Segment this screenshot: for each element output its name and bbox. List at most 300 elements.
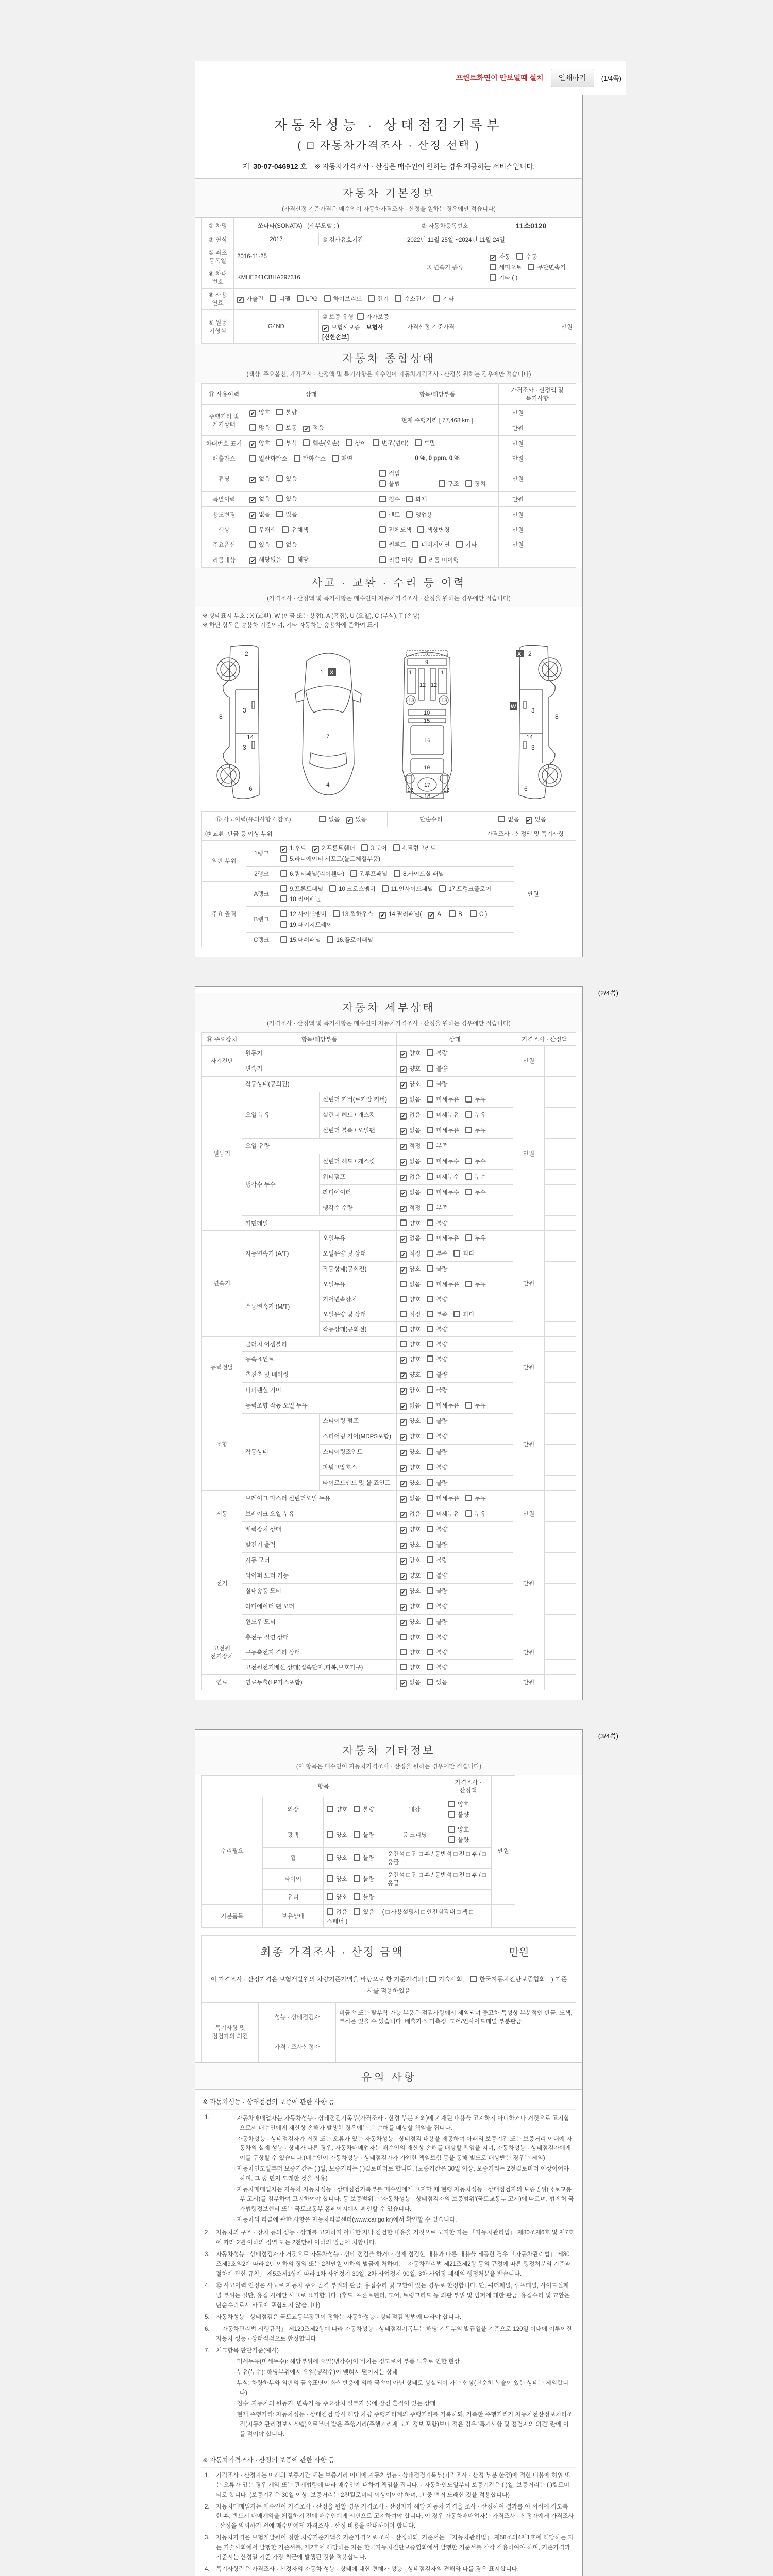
checkbox[interactable] xyxy=(427,1049,433,1056)
checkbox[interactable] xyxy=(249,526,256,533)
option: 17.트렁크플로어 xyxy=(439,885,491,893)
table-row: 용도변경 ✔ 없음 있음 렌트 영업용 만원 xyxy=(202,507,576,522)
table-row: 실린더 블록 / 오일팬 ✔ 없음 미세누유 누유 xyxy=(202,1123,576,1138)
checkbox[interactable] xyxy=(427,1556,433,1563)
checkbox[interactable] xyxy=(427,1479,433,1486)
checkbox[interactable] xyxy=(427,1510,433,1517)
checkbox[interactable]: ✔ xyxy=(313,846,318,853)
checkbox[interactable] xyxy=(427,1111,433,1118)
checkbox[interactable]: ✔ xyxy=(401,1082,406,1089)
checkbox[interactable] xyxy=(379,480,386,487)
checkbox[interactable] xyxy=(400,1281,407,1287)
table-row: 스티어링조인트 ✔ 양호 불량 xyxy=(202,1444,576,1460)
fuel-options xyxy=(234,289,576,310)
checkbox[interactable] xyxy=(393,844,400,851)
checkbox[interactable]: ✔ xyxy=(401,1604,406,1611)
checkbox[interactable] xyxy=(276,495,283,502)
option: 양호 xyxy=(400,1219,421,1227)
checkbox[interactable] xyxy=(427,1433,433,1439)
option: 불량 xyxy=(427,1340,447,1348)
checkbox[interactable] xyxy=(395,295,401,302)
checkbox[interactable] xyxy=(327,1831,333,1838)
checkbox[interactable] xyxy=(400,1311,407,1317)
checkbox[interactable] xyxy=(276,424,283,431)
checkbox[interactable] xyxy=(427,1464,433,1470)
option: 미세누유 xyxy=(427,1494,459,1502)
checkbox[interactable] xyxy=(465,1495,472,1501)
checkbox[interactable] xyxy=(276,409,283,415)
checkbox[interactable] xyxy=(465,1402,472,1409)
checkbox[interactable]: ✔ xyxy=(401,1066,406,1073)
checkbox[interactable] xyxy=(280,921,287,928)
checkbox[interactable] xyxy=(427,1080,433,1087)
checkbox[interactable] xyxy=(427,1250,433,1257)
checkbox[interactable] xyxy=(427,1402,433,1409)
option: ✔ 양호 xyxy=(401,1387,421,1395)
option: 매연 xyxy=(332,454,352,463)
checkbox[interactable]: ✔ xyxy=(347,817,352,824)
checkbox[interactable] xyxy=(453,1250,460,1257)
checkbox[interactable] xyxy=(427,1526,433,1532)
fender-replaced-mark: X xyxy=(517,651,521,657)
option: 7.루프패널 xyxy=(350,870,388,878)
checkbox[interactable]: ✔ xyxy=(281,846,287,853)
checkbox[interactable]: ✔ xyxy=(401,1267,406,1274)
svg-text:3: 3 xyxy=(531,743,535,751)
checkbox[interactable]: ✔ xyxy=(401,1113,406,1120)
checkbox[interactable]: ✔ xyxy=(401,1128,406,1135)
option: 불량 xyxy=(427,1064,447,1073)
checkbox[interactable] xyxy=(288,556,294,563)
checkbox[interactable] xyxy=(400,1296,407,1302)
checkbox[interactable]: ✔ xyxy=(401,1357,406,1364)
checkbox[interactable] xyxy=(400,1219,407,1226)
checkbox[interactable] xyxy=(528,264,534,270)
table-row: 전기 발전기 출력 ✔ 양호 불량 만원 xyxy=(202,1537,576,1552)
engine-type: G4ND xyxy=(234,310,319,344)
checkbox[interactable] xyxy=(427,1096,433,1103)
checkbox[interactable] xyxy=(427,1634,433,1640)
table-row: 배력장치 상태 ✔ 양호 불량 xyxy=(202,1521,576,1537)
option: 양호 xyxy=(327,1893,347,1901)
checkbox[interactable] xyxy=(427,1142,433,1149)
checkbox[interactable] xyxy=(354,1875,360,1882)
checkbox[interactable] xyxy=(419,556,426,563)
checkbox[interactable]: ✔ xyxy=(491,255,496,261)
checkbox[interactable] xyxy=(332,455,339,462)
checkbox[interactable] xyxy=(327,1875,333,1882)
option: 없음 xyxy=(276,540,297,549)
option: 9.프론트패널 xyxy=(280,885,323,893)
checkbox[interactable] xyxy=(427,1448,433,1455)
option: 과다 xyxy=(453,1310,474,1318)
checkbox[interactable] xyxy=(427,1065,433,1072)
checkbox[interactable] xyxy=(465,1158,472,1164)
checkbox[interactable] xyxy=(427,1649,433,1655)
checkbox[interactable]: ✔ xyxy=(401,1558,406,1565)
option: 8.사이드실 패널 xyxy=(394,870,444,878)
table-row: 디퍼렌셜 기어 ✔ 양호 불량 xyxy=(202,1382,576,1398)
option: ✔ 없음 xyxy=(401,1402,421,1410)
checkbox[interactable] xyxy=(319,816,326,822)
checkbox[interactable] xyxy=(354,1831,360,1838)
checkbox[interactable]: ✔ xyxy=(250,513,256,519)
checkbox[interactable] xyxy=(453,1311,460,1317)
option: 누유 xyxy=(465,1510,486,1518)
checkbox[interactable] xyxy=(406,496,413,502)
option: ✔ 없음 xyxy=(401,1235,421,1243)
checkbox[interactable]: ✔ xyxy=(401,1206,406,1212)
option: 있음 xyxy=(427,1678,447,1686)
table-row: 기본품목 보유상태 없음 있음 ( □ 사용설명서 □ 안전삼각대 □ 잭 □ 스패너 ) xyxy=(202,1904,576,1927)
option: 불량 xyxy=(448,1810,469,1819)
checkbox[interactable]: ✔ xyxy=(238,297,243,303)
checkbox[interactable] xyxy=(516,253,523,260)
checkbox[interactable] xyxy=(379,556,386,563)
checkbox[interactable] xyxy=(294,455,300,462)
print-button[interactable]: 인쇄하기 xyxy=(551,69,594,87)
table-row: 오일유량 및 상태 적정 부족 과다 xyxy=(202,1307,576,1321)
notice-item: 1. ∙ 자동차매매업자는 자동차성능 · 상태점검기록부(가격조사 · 산정 부분 제외)에 기재된 내용을 고지하지 아니하거나 거짓으로 고지함으로써 매수인에게 재산상 손해가 발생한 경우에는 그 손해를 배상할 책임을 집니다. ∙ 자동차성능 · 상태점검자가 거짓 또는 오류가 있는 자동차성능 · 상태점검 내용을 제공하여 아래의 보증기간 또는 보증거리 이내에 자동차의 실제 성능 · 상태가 다른 경우, 자동차매매업자는 매수인의 재산상 손해를 배상할 책임을 지며, 자동차성능 · 상태점검자에게 이를 구상할 수 있습니다.(매수인이 자동차성능 · 상태점검자가 가입한 책임보험 등을 통해 별도로 배상받는 경우는 제외) ∙ 자동차인도일부터 보증기간은 ( )일, 보증거리는 ( )킬로미터로 합니다. (보증기간은 30일 이상, 보증거리는 2천킬로미터 이상이어야 하며, 그 중 먼저 도래한 것을 적용) ∙ 자동차매매업자는 자동차 자동차성능 · 상태점검기록부를 매수인에게 고지할 때 현행 자동차성능 · 상태점검자의 보증범위(국토교통부 고시)를 첨부하여 고지하여야 합니다. 동 보증범위는 '자동차성능 · 상태점검자의 보증범위'(국토교통부 고시)에 따르며, 법제처 국가법령정보센터 또는 국토교통부 홈페이지에서 확인할 수 있습니다. ∙ 자동차의 리콜에 관한 사항은 자동차리콜센터(www.car.go.kr)에서 확인할 수 있습니다. xyxy=(205,2114,574,2224)
car-name-cell: 쏘나타(SONATA) (세부모델 : ) xyxy=(234,218,404,233)
checkbox[interactable] xyxy=(427,1311,433,1317)
checkbox[interactable] xyxy=(448,1836,455,1843)
table-row: 추진축 및 베어링 ✔ 양호 불량 xyxy=(202,1367,576,1382)
checkbox[interactable] xyxy=(427,1158,433,1164)
table-row: 휠 양호 불량 운전석 □ 전 □ 후 / 동반석 □ 전 □ 후 / □ 응급 xyxy=(202,1847,576,1868)
exchange-price-header: 가격조사 · 산정액 및 특기사항 xyxy=(475,827,576,840)
checkbox[interactable]: ✔ xyxy=(401,1372,406,1379)
option: 양호 xyxy=(448,1825,469,1834)
opinion-label: 특기사항 및 점검자의 의견 xyxy=(202,2002,259,2062)
checkbox[interactable] xyxy=(361,844,368,851)
checkbox[interactable] xyxy=(350,870,357,877)
checkbox[interactable]: ✔ xyxy=(401,1175,406,1181)
option: ✔ 적정 xyxy=(401,1250,421,1258)
checkbox[interactable] xyxy=(470,910,477,917)
checkbox[interactable] xyxy=(427,1281,433,1287)
section-comprehensive-note: (색상, 주요옵션, 가격조사 · 산정액 및 특기사항은 매수인이 자동차가격조사 · 산정을 원하는 경우에만 적습니다) xyxy=(246,371,531,378)
table-row: 광택 양호 불량 룸 크리닝 양호불량 xyxy=(202,1822,576,1847)
checkbox[interactable] xyxy=(448,1826,455,1833)
transmission-options xyxy=(486,246,576,289)
checkbox[interactable]: ✔ xyxy=(401,1543,406,1549)
checkbox[interactable] xyxy=(490,264,496,270)
checkbox[interactable]: ✔ xyxy=(401,1097,406,1104)
checkbox[interactable] xyxy=(427,1664,433,1670)
page-1 xyxy=(195,95,583,957)
table-row: 주요 골격 A랭크 9.프론트패널 10.크로스멤버 11.인사이드패널 17.트렁크플로어18.리어패널 xyxy=(202,881,576,906)
option: 없음 xyxy=(498,815,519,823)
checkbox[interactable] xyxy=(417,526,424,533)
checkbox[interactable] xyxy=(280,895,287,902)
checkbox[interactable]: ✔ xyxy=(401,1620,406,1626)
checkbox[interactable] xyxy=(439,480,445,487)
checkbox[interactable] xyxy=(427,1265,433,1272)
checkbox[interactable]: ✔ xyxy=(401,1589,406,1596)
option: 누유 xyxy=(465,1095,486,1104)
table-row: C랭크 15.대쉬패널 16.플로어패널 xyxy=(202,932,576,947)
option: 누유 xyxy=(465,1111,486,1119)
checkbox[interactable] xyxy=(373,439,379,446)
checkbox[interactable] xyxy=(465,1127,472,1133)
table-row: 원동기 작동상태(공회전) ✔ 양호 불량 만원 xyxy=(202,1076,576,1092)
checkbox[interactable] xyxy=(379,470,386,477)
plate-number: 11소0120 xyxy=(486,218,576,233)
svg-text:6: 6 xyxy=(248,785,253,792)
checkbox[interactable] xyxy=(427,1386,433,1393)
document-title: 자동차성능 · 상태점검기록부 xyxy=(274,117,503,133)
checkbox[interactable] xyxy=(303,439,310,446)
checkbox[interactable]: ✔ xyxy=(401,1236,406,1243)
checkbox[interactable]: ✔ xyxy=(250,442,256,448)
checkbox[interactable] xyxy=(333,910,340,917)
checkbox[interactable]: ✔ xyxy=(401,1481,406,1487)
checkbox[interactable] xyxy=(282,526,289,533)
checkbox[interactable] xyxy=(427,1189,433,1195)
checkbox[interactable] xyxy=(427,1618,433,1625)
checkbox[interactable] xyxy=(465,1189,472,1195)
notice-item: 7. 체크항목 판단기준(예시) ∙ 미세누유(미세누수): 해당부위에 오일(냉각수)이 비치는 정도로서 부품 노후로 인한 현상 ∙ 누유(누수): 해당부위에서 오일(냉각수)이 맺혀서 떨어지는 상태 ∙ 부식: 차량하부와 외판의 금속표면이 화학반응에 의해 금속이 아닌 상태로 상실되어 가는 현상(단순히 녹슬어 있는 상태는 제외합니다) ∙ 침수: 자동차의 원동기, 변속기 등 주요장치 일부가 물에 잠긴 흔적이 있는 상태 ∙ 현재 주행거리: 자동차성능 · 상태점검 당시 해당 차량 주행거리계의 주행거리를 기록하되, 기록한 주행거리가 자동차전산정보처리조직(자동차관리정보시스템)으로부터 받은 주행거리(주행거리계 교체 정보 포함)보다 적은 경우 '특기사항 및 점검자의 의견' 란에 이를 적어야 합니다. xyxy=(205,2347,573,2437)
checkbox[interactable]: ✔ xyxy=(401,1159,406,1166)
checkbox[interactable] xyxy=(400,1634,407,1640)
checkbox[interactable] xyxy=(249,455,256,462)
checkbox[interactable] xyxy=(448,1811,455,1818)
option: ✔ 가솔린 xyxy=(238,296,264,303)
checkbox[interactable] xyxy=(465,1096,472,1103)
checkbox[interactable] xyxy=(415,439,422,446)
checkbox[interactable]: ✔ xyxy=(526,817,531,824)
checkbox[interactable]: ✔ xyxy=(401,1388,406,1395)
checkbox[interactable] xyxy=(427,1371,433,1378)
checkbox[interactable] xyxy=(297,295,304,302)
option: 자가보증 xyxy=(357,313,389,321)
checkbox[interactable]: ✔ xyxy=(250,497,256,503)
checkbox[interactable] xyxy=(379,526,386,533)
option: 불량 xyxy=(427,1525,447,1533)
checkbox[interactable] xyxy=(427,1541,433,1548)
checkbox[interactable] xyxy=(327,1893,333,1900)
base-price-unit: 만원 xyxy=(486,310,576,344)
checkbox[interactable] xyxy=(427,1204,433,1211)
option: 불량 xyxy=(354,1831,374,1839)
checkbox[interactable] xyxy=(427,1495,433,1501)
checkbox[interactable]: ✔ xyxy=(401,1450,406,1456)
checkbox[interactable] xyxy=(429,1976,436,1982)
checkbox[interactable] xyxy=(427,1341,433,1347)
option: 있음 xyxy=(276,474,297,483)
option: 무단변속기 xyxy=(528,263,566,272)
checkbox[interactable] xyxy=(327,1854,333,1861)
checkbox[interactable] xyxy=(427,1417,433,1424)
option: 부족 xyxy=(427,1142,447,1150)
checkbox[interactable] xyxy=(276,475,283,482)
checkbox[interactable]: ✔ xyxy=(304,426,309,432)
checkbox[interactable] xyxy=(412,541,418,548)
checkbox[interactable] xyxy=(280,910,287,917)
checkbox[interactable] xyxy=(382,885,389,892)
checkbox[interactable] xyxy=(456,541,463,548)
checkbox[interactable]: ✔ xyxy=(401,1465,406,1472)
checkbox[interactable] xyxy=(354,1854,360,1861)
checkbox[interactable]: ✔ xyxy=(401,1680,406,1687)
checkbox[interactable]: ✔ xyxy=(401,1051,406,1058)
checkbox[interactable]: ✔ xyxy=(429,912,434,919)
checkbox[interactable] xyxy=(427,1326,433,1332)
option: 렌트 xyxy=(379,511,400,519)
checkbox[interactable] xyxy=(427,1127,433,1133)
appraiser-opinion-label: 가격 · 조사산정자 xyxy=(259,2032,336,2062)
checkbox[interactable] xyxy=(276,541,283,548)
checkbox[interactable] xyxy=(465,1111,472,1118)
checkbox[interactable]: ✔ xyxy=(401,1527,406,1534)
svg-text:6: 6 xyxy=(524,785,528,792)
checkbox[interactable]: ✔ xyxy=(401,1251,406,1258)
checkbox[interactable] xyxy=(354,1908,360,1915)
checkbox[interactable] xyxy=(379,511,386,518)
checkbox[interactable] xyxy=(280,936,287,943)
option: 불량 xyxy=(427,1265,447,1273)
checkbox[interactable]: ✔ xyxy=(401,1512,406,1518)
checkbox[interactable] xyxy=(357,313,364,320)
checkbox[interactable] xyxy=(427,1355,433,1362)
checkbox[interactable] xyxy=(249,541,256,548)
checkbox[interactable] xyxy=(490,274,496,281)
option: 미세누유 xyxy=(427,1401,459,1410)
checkbox[interactable] xyxy=(280,855,287,862)
checkbox[interactable]: ✔ xyxy=(401,1190,406,1197)
table-row: B랭크 12.사이드멤버 13.휠하우스 ✔ 14.필러패널( ✔ A, B, C )19.패키지트레이 xyxy=(202,906,576,932)
checkbox[interactable] xyxy=(427,1234,433,1241)
checkbox[interactable] xyxy=(354,1806,360,1812)
checkbox[interactable] xyxy=(433,295,440,302)
checkbox[interactable] xyxy=(427,1219,433,1226)
option: 불량 xyxy=(427,1295,447,1303)
checkbox[interactable] xyxy=(465,1234,472,1241)
checkbox[interactable]: ✔ xyxy=(401,1144,406,1150)
table-row: 라디에이터 팬 모터 ✔ 양호 불량 xyxy=(202,1599,576,1614)
option: 양호 xyxy=(327,1831,347,1839)
option: 미세누수 xyxy=(427,1188,459,1196)
checkbox[interactable] xyxy=(276,511,283,517)
final-price-title: 최종 가격조사 · 산정 금액 xyxy=(260,1946,404,1958)
checkbox[interactable]: ✔ xyxy=(401,1496,406,1503)
notice-item: 3. 자동차가격은 보험개발원이 정한 차량기준가액을 기준가격으로 조사 · 산정하되, 기준서는 「자동차관리법」 제58조의4제1호에 해당하는 자는 기술사회에서 발행한 기준서를, 제2호에 해당하는 자는 한국자동차진단보증협회에서 발행한 기준서를 각각 적용하여야 하며, 기준가격과 기준서는 산정일 기준 가장 최근에 발행된 것을 적용합니다. xyxy=(205,2535,574,2561)
option: 보통 xyxy=(276,423,297,432)
option: ✔ 양호 xyxy=(401,1526,421,1534)
checkbox[interactable] xyxy=(324,295,331,302)
svg-text:11: 11 xyxy=(408,669,414,676)
checkbox[interactable] xyxy=(439,885,446,892)
page-indicator-2: (2/4쪽) xyxy=(598,989,618,997)
checkbox[interactable] xyxy=(427,1679,433,1685)
option: 양호 xyxy=(327,1875,347,1883)
option: 양호 xyxy=(327,1854,347,1862)
checkbox[interactable] xyxy=(406,511,413,518)
checkbox[interactable] xyxy=(427,1603,433,1609)
table-row: 시동 모터 ✔ 양호 불량 xyxy=(202,1552,576,1568)
section-notice-title: 유의 사항 xyxy=(361,2071,416,2083)
checkbox[interactable] xyxy=(449,910,456,917)
checkbox[interactable] xyxy=(400,1326,407,1332)
checkbox[interactable] xyxy=(427,1173,433,1180)
field-label: ⑨ 원동 기형식 xyxy=(202,310,234,344)
svg-text:5: 5 xyxy=(425,650,428,657)
checkbox[interactable]: ✔ xyxy=(401,1573,406,1580)
checkbox[interactable] xyxy=(327,936,333,943)
checkbox[interactable] xyxy=(379,541,386,548)
checkbox[interactable] xyxy=(329,885,336,892)
checkbox[interactable] xyxy=(465,1510,472,1517)
checkbox[interactable] xyxy=(427,1572,433,1579)
checkbox[interactable] xyxy=(280,870,287,877)
notice-item: 1. 가격조사 · 산정자는 아래의 보증기간 또는 보증거리 이내에 자동차성능 · 상태점검기록부(가격조사 · 산정 부분 한정)에 적힌 내용에 허위 또는 오류가 있는 경우 계약 또는 관계법령에 따라 매수인에 대하여 책임을 집니다. · 자동차인도일부터 보증기간은 ( )일, 보증거리는 ( )킬로미터로 합니다. (보증기간은 30일 이상, 보증거리는 2천킬로미터 이상이어야 하며, 그 중 먼저 도래한 것을 적용합니다) xyxy=(205,2472,570,2498)
table-row: 냉각수 수량 ✔ 적정 부족 xyxy=(202,1200,576,1215)
checkbox[interactable] xyxy=(368,295,375,302)
option: ✔ 양호 xyxy=(401,1371,421,1379)
checkbox[interactable] xyxy=(400,1341,407,1347)
checkbox[interactable] xyxy=(346,439,352,446)
option: 훼손(오손) xyxy=(303,439,339,447)
checkbox[interactable] xyxy=(465,1281,472,1287)
checkbox[interactable] xyxy=(470,1976,477,1982)
checkbox[interactable] xyxy=(276,439,283,446)
checkbox[interactable]: ✔ xyxy=(401,1403,406,1410)
checkbox[interactable] xyxy=(354,1893,360,1900)
option: ✔ 양호 xyxy=(401,1588,421,1596)
checkbox[interactable]: ✔ xyxy=(401,1419,406,1426)
print-install-link[interactable]: 프린트화면이 안보일때 설치 xyxy=(456,74,544,82)
option: 불량 xyxy=(354,1805,374,1814)
svg-text:12: 12 xyxy=(430,682,437,688)
option: 양호 xyxy=(400,1663,421,1671)
option: 리콜 미이행 xyxy=(419,556,459,564)
checkbox[interactable] xyxy=(448,1801,455,1807)
checkbox[interactable] xyxy=(400,1649,407,1655)
checkbox[interactable]: ✔ xyxy=(380,912,385,919)
checkbox[interactable] xyxy=(270,295,276,302)
checkbox[interactable]: ✔ xyxy=(323,326,328,332)
checkbox[interactable] xyxy=(498,816,505,822)
checkbox[interactable] xyxy=(327,1806,333,1812)
table-row: 워터펌프 ✔ 없음 미세누수 누수 xyxy=(202,1169,576,1184)
option: 불량 xyxy=(427,1556,447,1564)
checkbox[interactable]: ✔ xyxy=(250,558,256,564)
page-indicator-3: (3/4쪽) xyxy=(598,1732,618,1740)
option: ✔ 없음 xyxy=(401,1158,421,1166)
svg-text:13: 13 xyxy=(441,697,447,704)
checkbox[interactable]: ✔ xyxy=(250,477,256,483)
checkbox[interactable] xyxy=(400,1664,407,1670)
checkbox[interactable] xyxy=(280,885,287,892)
table-row: 리콜대상 ✔ 해당없음 해당 리콜 이행 리콜 미이행 xyxy=(202,552,576,568)
checkbox[interactable] xyxy=(249,424,256,431)
field-label: ① 차명 xyxy=(202,218,234,233)
checkbox[interactable] xyxy=(327,1908,333,1915)
checkbox[interactable] xyxy=(427,1296,433,1302)
checkbox[interactable]: ✔ xyxy=(401,1434,406,1441)
checkbox[interactable] xyxy=(465,1173,472,1180)
checkbox[interactable] xyxy=(427,1587,433,1594)
checkbox[interactable] xyxy=(465,480,472,487)
panel-rank-table xyxy=(201,840,576,947)
opinion-table xyxy=(201,2002,576,2062)
checkbox[interactable] xyxy=(394,870,400,877)
option: 구조 xyxy=(439,480,459,488)
option: 불량 xyxy=(427,1648,447,1656)
checkbox[interactable] xyxy=(379,496,386,502)
checkbox[interactable]: ✔ xyxy=(250,411,256,417)
